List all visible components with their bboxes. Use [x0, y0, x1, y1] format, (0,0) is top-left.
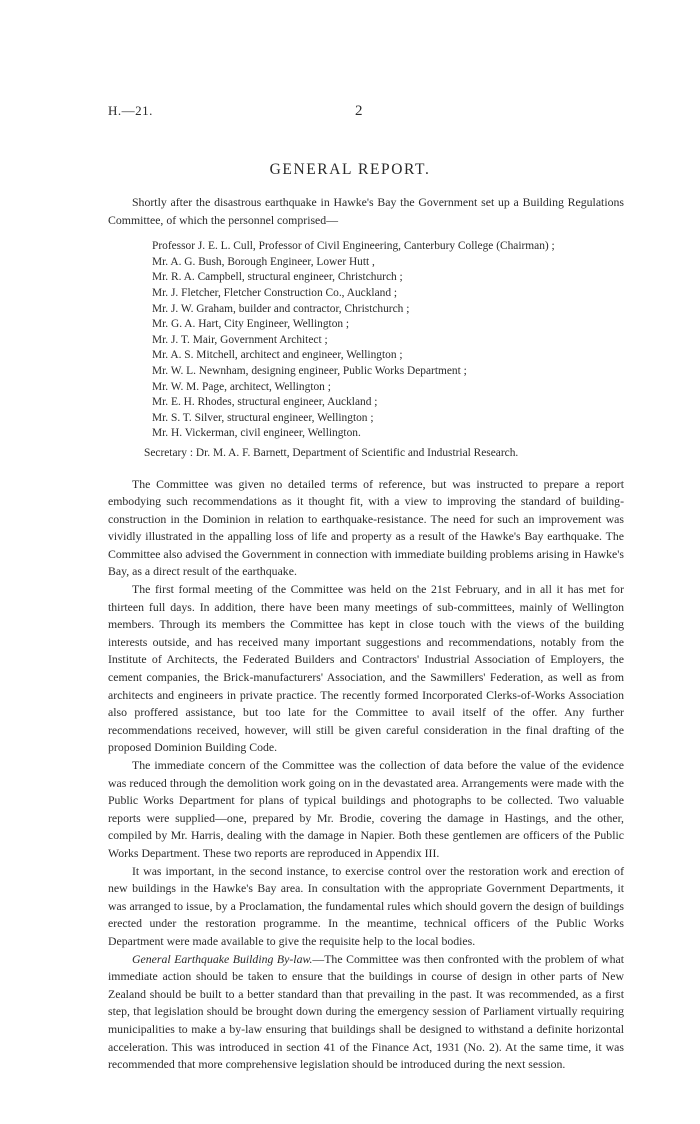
body-paragraph: The first formal meeting of the Committee was held on the 21st February, and in all it has met for thirteen full days. In addition, there have been many meetings of sub-committees, mainly of Wellington members. Through its members the Committee has kept in close touch with the views of the building interests outside, and has received many important suggestions and recommendations, notably from the Institute of Architects, the Federated Builders and Contractors' Industrial Association of Employers, the cement companies, the Brick-manufacturers' Association, and the Sawmillers' Federation, as well as from architects and engineers in private practice. The recently formed Incorporated Clerks-of-Works Association also proffered assistance, but too late for the Committee to avail itself of the offer. Any further recommendations received, however, will still be given careful consideration in the final drafting of the proposed Dominion Building Code. [108, 582, 624, 755]
document-reference: H.—21. [108, 103, 153, 118]
committee-member: Mr. J. T. Mair, Government Architect ; [152, 333, 328, 346]
body-paragraph-bylaw [108, 951, 624, 1074]
committee-member: Mr. A. G. Bush, Borough Engineer, Lower Hutt , [152, 255, 375, 268]
section-heading: General Earthquake Building By-law. [132, 951, 313, 966]
committee-member: Mr. J. W. Graham, builder and contractor, Christchurch ; [152, 302, 410, 315]
committee-member: Professor J. E. L. Cull, Professor of Civil Engineering, Canterbury College (Chairman) ; [152, 240, 555, 253]
committee-member-list [108, 239, 624, 442]
body-paragraph: The Committee was given no detailed terms of reference, but was instructed to prepare a report embodying such recommendations as it thought fit, with a view to improving the standard of building-construction in the Dominion in relation to earthquake-resistance. The need for such an improvement was vividly illustrated in the appalling loss of life and property as a result of the Hawke's Bay earthquake. The Committee also advised the Government in connection with immediate building problems arising in Hawke's Bay, as a direct result of the earthquake. [108, 476, 624, 579]
committee-member: Mr. J. Fletcher, Fletcher Construction Co., Auckland ; [152, 286, 398, 299]
committee-member: Mr. W. M. Page, architect, Wellington ; [152, 380, 331, 393]
report-paragraphs [108, 476, 624, 1074]
body-paragraph: It was important, in the second instance, to exercise control over the restoration work and erection of new buildings in the Hawke's Bay area. In consultation with the appropriate Government Departments, it was arranged to issue, by a Proclamation, the fundamental rules which should govern the design of buildings erected under the restoration programme. In the meantime, technical officers of the Public Works Department were made available to give the requisite help to the local bodies. [108, 863, 624, 948]
page-number: 2 [355, 103, 363, 119]
committee-member: Mr. A. S. Mitchell, architect and engineer, Wellington ; [152, 349, 403, 362]
body-paragraph: The immediate concern of the Committee was the collection of data before the value of the evidence was reduced through the demolition work going on in the devastated area. Arrangements were made with the Public Works Department for plans of typical buildings and photographs to be collected. Two valuable reports were supplied—one, prepared by Mr. Brodie, covering the damage in Hastings, and the other, compiled by Mr. Harris, dealing with the damage in Napier. Both these gentlemen are officers of the Public Works Department. These two reports are reproduced in Appendix III. [108, 758, 624, 860]
committee-member: Mr. G. A. Hart, City Engineer, Wellington ; [152, 318, 350, 331]
report-title: GENERAL REPORT. [269, 161, 431, 178]
intro-paragraph: Shortly after the disastrous earthquake in Hawke's Bay the Government set up a Building Regulations Committee, of which the personnel comprised— [108, 195, 624, 227]
committee-member: Mr. E. H. Rhodes, structural engineer, Auckland ; [152, 396, 378, 409]
section-text: —The Committee was then confronted with the problem of what immediate action should be taken to ensure that the buildings in course of design in other parts of New Zealand should be built to a better standard than that prevailing in the past. It was recommended, as a first step, that legislation should be brought down during the emergency session of Parliament virtually requiring municipalities to make a by-law ensuring that buildings shall be designed to withstand a definite horizontal acceleration. This was introduced in section 41 of the Finance Act, 1931 (No. 2). At the same time, it was recommended that more comprehensive legislation should be introduced during the next session. [108, 951, 624, 1072]
committee-member: Mr. H. Vickerman, civil engineer, Wellington. [152, 427, 361, 440]
committee-member: Mr. W. L. Newnham, designing engineer, Public Works Department ; [152, 364, 467, 377]
committee-member: Mr. S. T. Silver, structural engineer, Wellington ; [152, 411, 374, 424]
committee-member: Mr. R. A. Campbell, structural engineer, Christchurch ; [152, 271, 403, 284]
report-body [108, 186, 624, 1074]
committee-secretary: Secretary : Dr. M. A. F. Barnett, Department of Scientific and Industrial Research. [144, 446, 519, 459]
